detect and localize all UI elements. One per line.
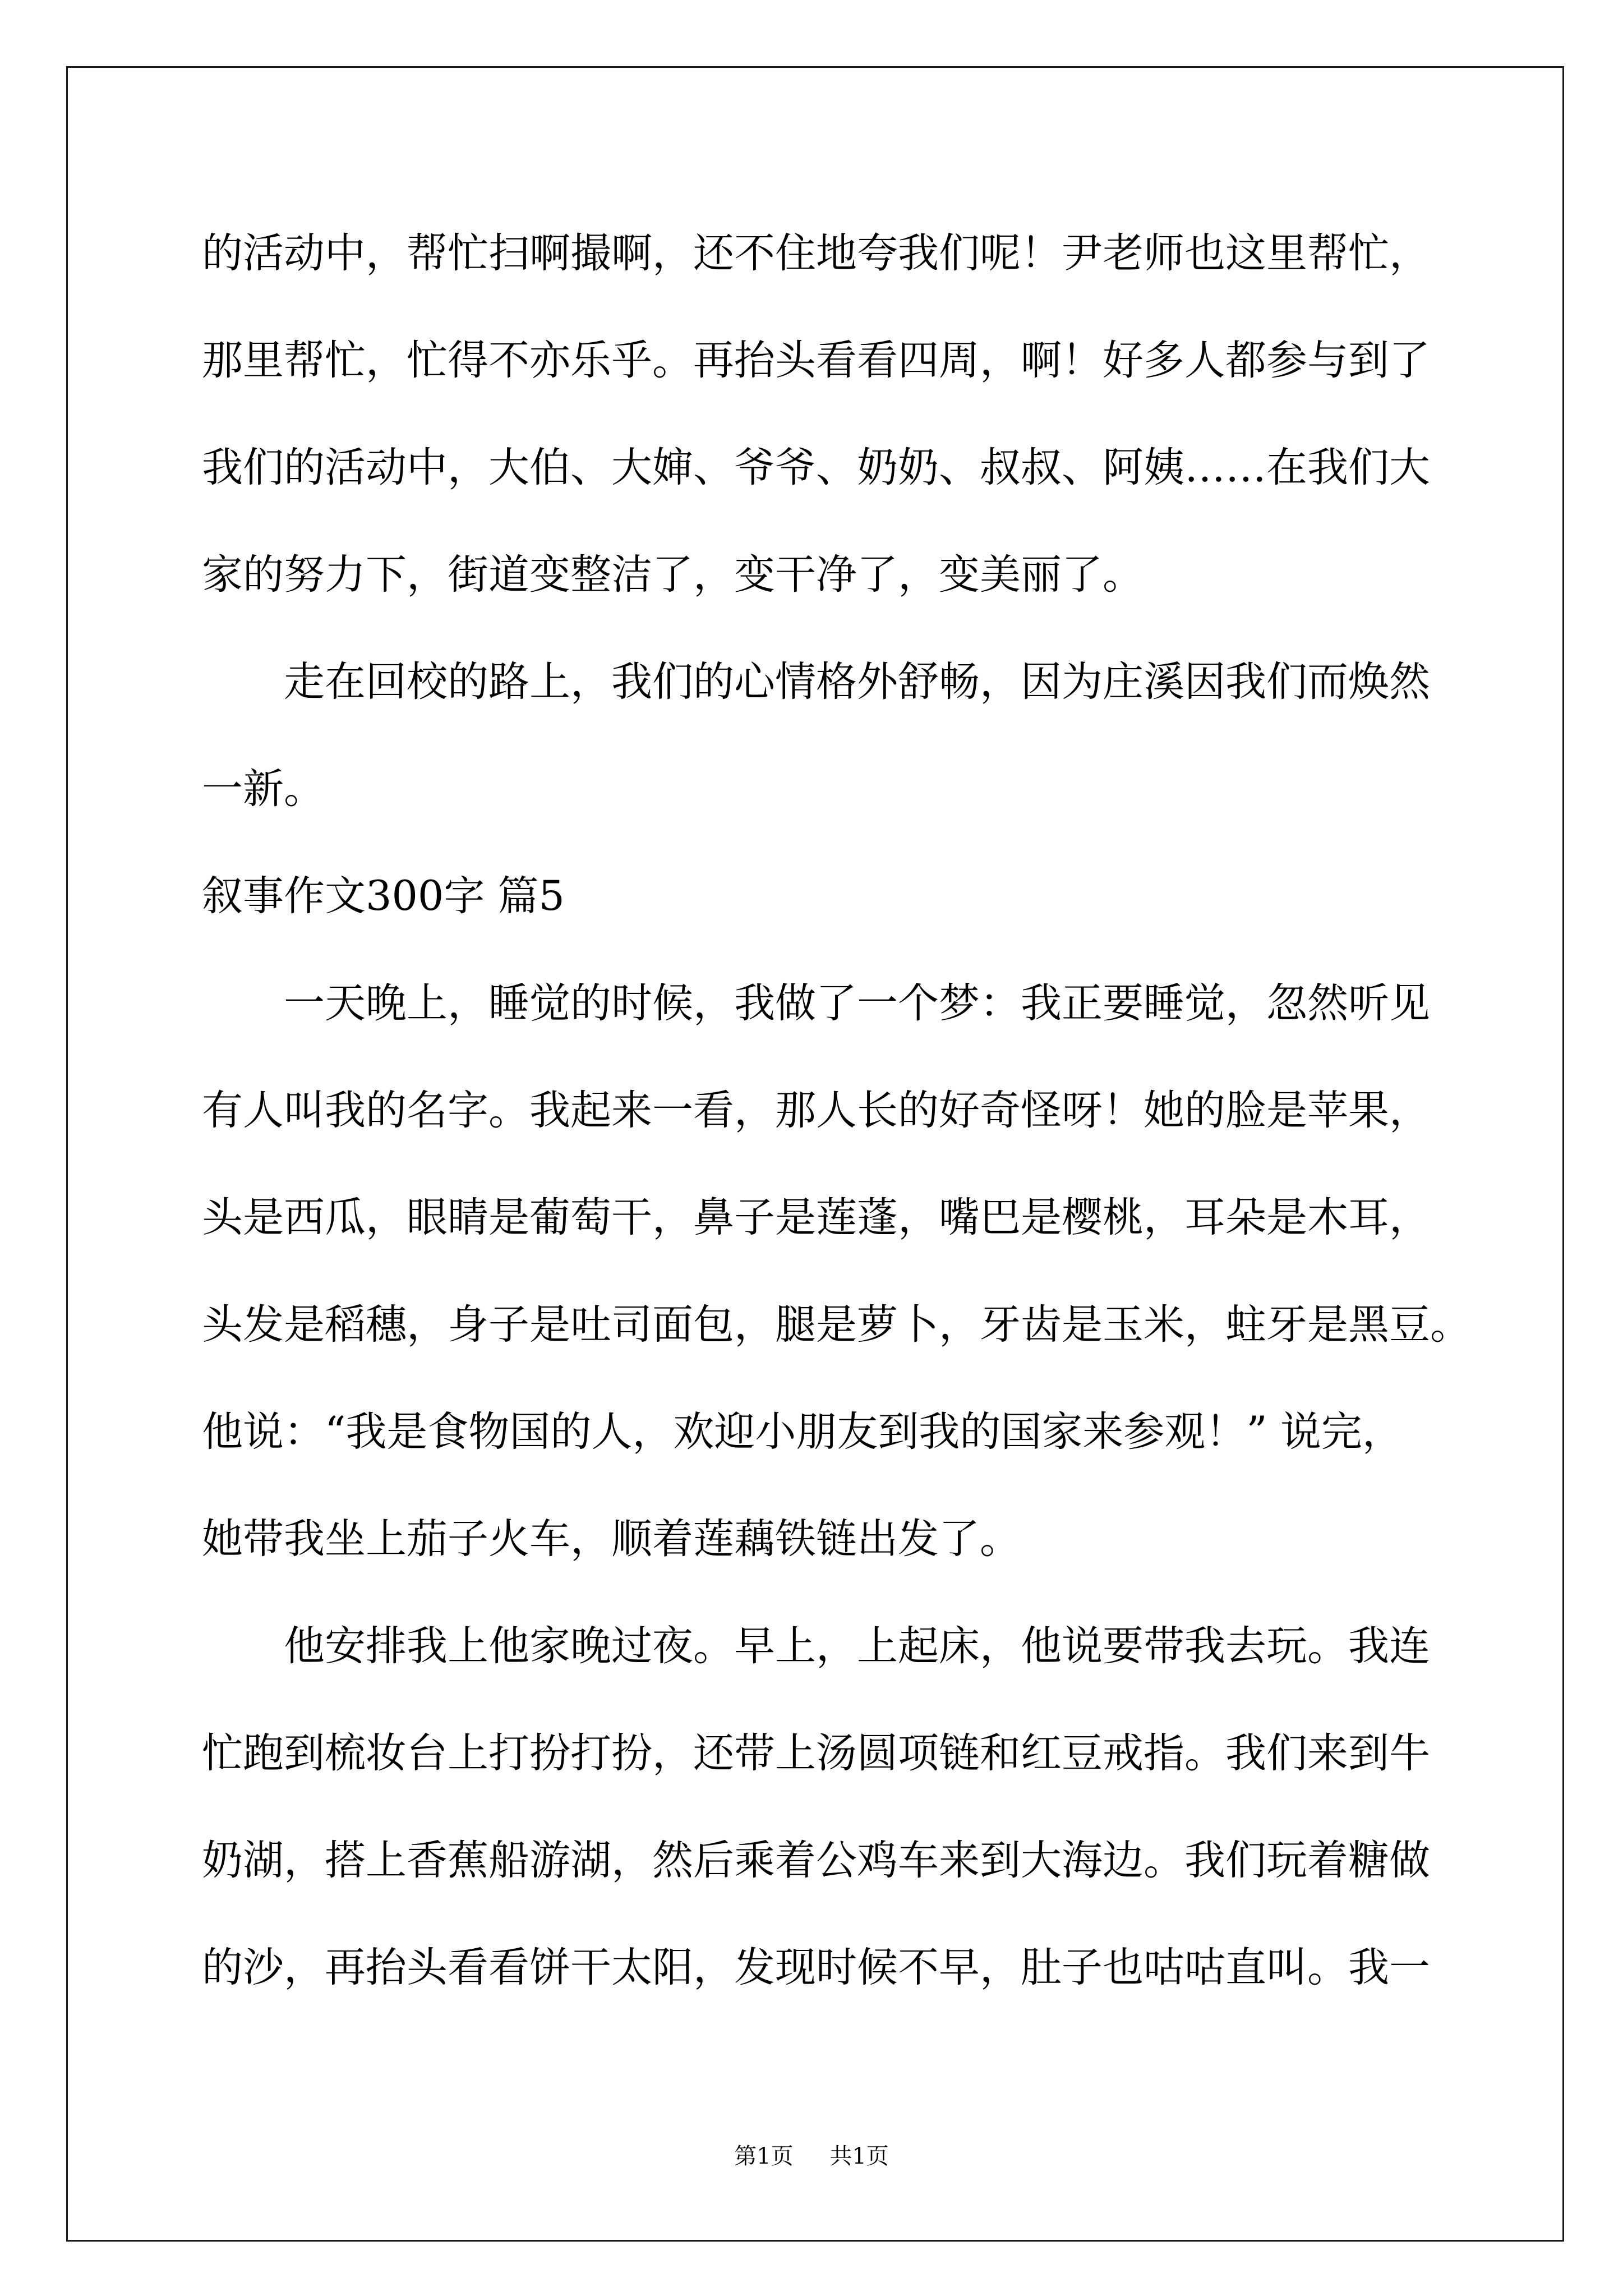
- text-line: 忙跑到梳妆台上打扮打扮，还带上汤圆项链和红豆戒指。我们来到牛: [202, 1729, 1430, 1777]
- paragraph: [202, 628, 1537, 843]
- text-line: 的活动中，帮忙扫啊撮啊，还不住地夸我们呢！尹老师也这里帮忙，: [202, 229, 1430, 277]
- text-line: 头是西瓜，眼睛是葡萄干，鼻子是莲蓬，嘴巴是樱桃，耳朵是木耳，: [202, 1194, 1430, 1241]
- page-footer: [0, 2140, 1623, 2173]
- text-line: 头发是稻穗，身子是吐司面包，腿是萝卜，牙齿是玉米，蛀牙是黑豆。: [202, 1301, 1471, 1349]
- paragraph: [202, 1593, 1537, 2021]
- text-line: 那里帮忙，忙得不亦乐乎。再抬头看看四周，啊！好多人都参与到了: [202, 337, 1430, 384]
- body-text: [202, 200, 1537, 2021]
- text-line: 家的努力下，街道变整洁了，变干净了，变美丽了。: [202, 551, 1144, 599]
- text-line: 有人叫我的名字。我起来一看，那人长的好奇怪呀！她的脸是苹果，: [202, 1087, 1430, 1134]
- paragraph: [202, 200, 1537, 628]
- section-heading: 叙事作文300字 篇5: [202, 872, 565, 920]
- text-line: 她带我坐上茄子火车，顺着莲藕铁链出发了。: [202, 1515, 1021, 1563]
- text-line: 他说：“我是食物国的人，欢迎小朋友到我的国家来参观！” 说完，: [202, 1408, 1403, 1456]
- total-pages-label: 共1页: [829, 2143, 889, 2169]
- text-line: 走在回校的路上，我们的心情格外舒畅，因为庄溪因我们而焕然: [284, 658, 1430, 706]
- text-line: 奶湖，搭上香蕉船游湖，然后乘着公鸡车来到大海边。我们玩着糖做: [202, 1837, 1430, 1884]
- text-line: 我们的活动中，大伯、大婶、爷爷、奶奶、叔叔、阿姨……在我们大: [202, 444, 1430, 491]
- text-line: 一新。: [202, 765, 325, 813]
- page-number-label: 第1页: [734, 2143, 794, 2169]
- text-line: 一天晚上，睡觉的时候，我做了一个梦：我正要睡觉，忽然听见: [284, 979, 1430, 1027]
- paragraph: [202, 950, 1537, 1593]
- text-line: 他安排我上他家晚过夜。早上，上起床，他说要带我去玩。我连: [284, 1622, 1430, 1670]
- text-line: 的沙，再抬头看看饼干太阳，发现时候不早，肚子也咕咕直叫。我一: [202, 1944, 1430, 1991]
